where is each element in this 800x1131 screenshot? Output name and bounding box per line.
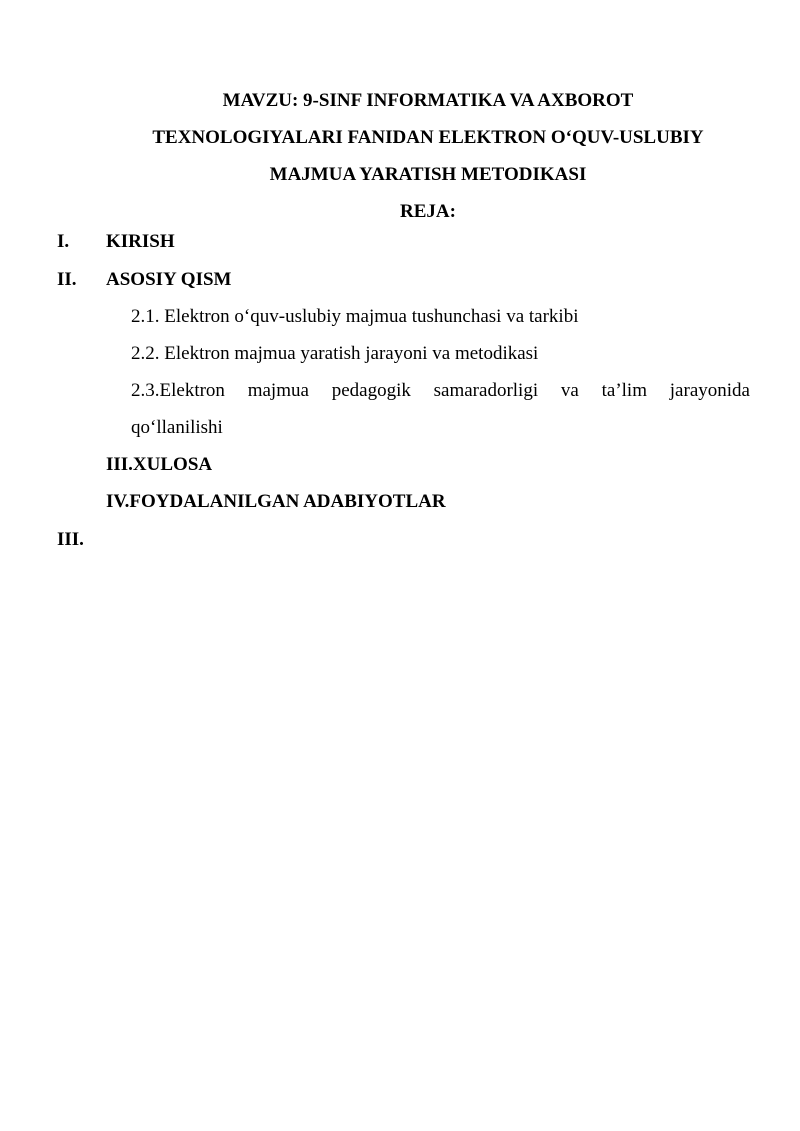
subsection-3-line-2: qo‘llanilishi	[131, 417, 223, 438]
references-label: IV.FOYDALANILGAN ADABIYOTLAR	[106, 491, 446, 512]
title-line-2: TEXNOLOGIYALARI FANIDAN ELEKTRON O‘QUV-USLUBIY	[152, 127, 704, 148]
section-label-1: KIRISH	[106, 231, 175, 252]
justified-word: pedagogik	[331, 380, 411, 401]
justified-word: samaradorligi	[433, 380, 539, 401]
subsection-2: 2.2. Elektron majmua yaratish jarayoni va metodikasi	[131, 343, 539, 364]
justified-word: jarayonida	[669, 380, 750, 401]
justified-word: va	[560, 380, 579, 401]
justified-word: 2.3.Elektron	[131, 380, 225, 401]
subsection-3-line-1	[131, 379, 750, 403]
plan-heading: REJA:	[400, 201, 456, 222]
conclusion-label: III.XULOSA	[106, 454, 213, 475]
section-label-2: ASOSIY QISM	[106, 269, 232, 290]
section-numeral-1: I.	[57, 231, 70, 252]
justified-word: majmua	[247, 380, 309, 401]
title-line-3: MAJMUA YARATISH METODIKASI	[269, 164, 587, 185]
document-title	[106, 82, 750, 230]
subsection-1: 2.1. Elektron o‘quv-uslubiy majmua tushunchasi va tarkibi	[131, 306, 579, 327]
title-line-1: MAVZU: 9-SINF INFORMATIKA VA AXBOROT	[222, 90, 634, 111]
section-numeral-2: II.	[57, 269, 77, 290]
justified-word: ta’lim	[601, 380, 647, 401]
trailing-numeral: III.	[57, 529, 84, 550]
